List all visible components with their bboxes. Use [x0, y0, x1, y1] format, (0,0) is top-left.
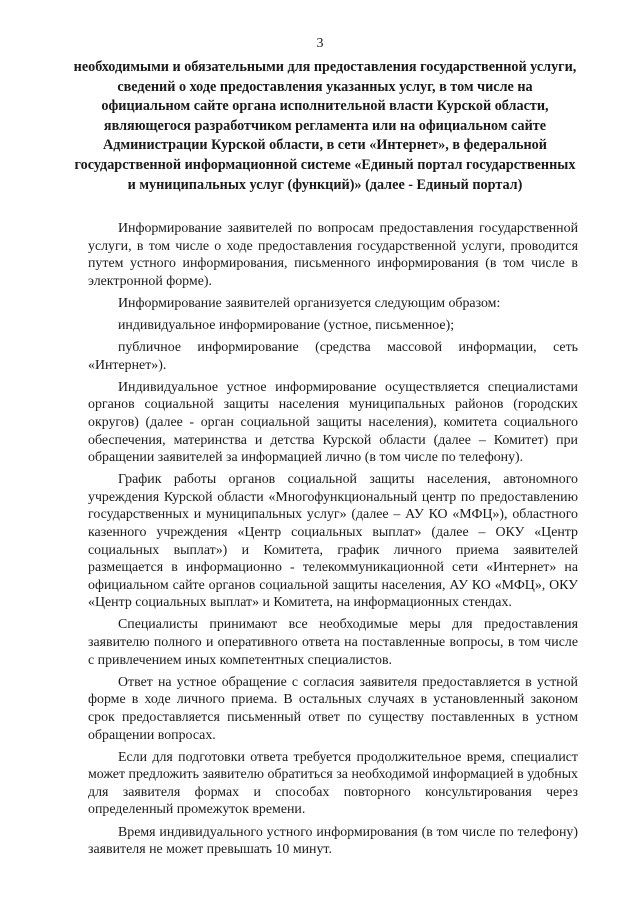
paragraph-individual: индивидуальное информирование (устное, письменное); [118, 317, 455, 333]
paragraph-specialists: Специалисты принимают все необходимые меры для предоставления заявителю полного и оперативного ответа на поставленные вопросы, в том числе с привлечением иных компетентных специалистов. [88, 617, 578, 668]
paragraph-work-schedule: График работы органов социальной защиты населения, автономного учреждения Курской области «Многофункциональный центр по предоставлению государственных и муниципальных услуг» (далее – АУ КО «МФЦ»), областного казенного учреждения «Центр социальных выплат» (далее – ОКУ «Центр социальных выплат») и Комитета, график личного приема заявителей размещается в информационно - телекоммуникационной сети «Интернет» на официальном сайте органов социальной защиты населения, АУ КО «МФЦ», ОКУ «Центр социальных выплат» и Комитета, на информационных стендах. [88, 472, 578, 611]
paragraph-oral-answer: Ответ на устное обращение с согласия заявителя предоставляется в устной форме в ходе личного приема. В остальных случаях в установленный законом срок предоставляется письменный ответ по существу поставленных в устном обращении вопросах. [88, 674, 578, 743]
paragraph-public: публичное информирование (средства массовой информации, сеть «Интернет»). [88, 340, 578, 373]
section-heading: необходимыми и обязательными для предоставления государственной услуги, сведений о ходе предоставления указанных услуг, в том числе на официальном сайте органа исполнительной власти Курской области, являющегося разработчиком регламента или на официальном сайте Администрации Курской области, в сети «Интернет», в федеральной государственной информационной системе «Единый портал государственных и муниципальных услуг (функций)» (далее - Единый портал) [73, 59, 577, 193]
page-number: 3 [316, 36, 324, 51]
paragraph-long-preparation: Если для подготовки ответа требуется продолжительное время, специалист может предложить заявителю обратиться за необходимой информацией в удобных для заявителя формах и способах повторного консультирования через определенный промежуток времени. [88, 749, 578, 818]
paragraph-oral-informing: Индивидуальное устное информирование осуществляется специалистами органов социальной защиты населения муниципальных районов (городских округов) (далее - орган социальной защиты населения), комитета социального обеспечения, материнства и детства Курской области (далее – Комитет) при обращении заявителей за информацией лично (в том числе по телефону). [88, 379, 578, 466]
paragraph-informing-methods: Информирование заявителей по вопросам предоставления государственной услуги, в том числе о ходе предоставления государственной услуги, проводится путем устного информирования, письменного информирования (в том числе в электронной форме). [88, 221, 578, 289]
paragraph-time-limit: Время индивидуального устного информирования (в том числе по телефону) заявителя не может превышать 10 минут. [88, 824, 578, 858]
paragraph-organization: Информирование заявителей организуется следующим образом: [118, 295, 501, 311]
document-body [88, 220, 578, 863]
